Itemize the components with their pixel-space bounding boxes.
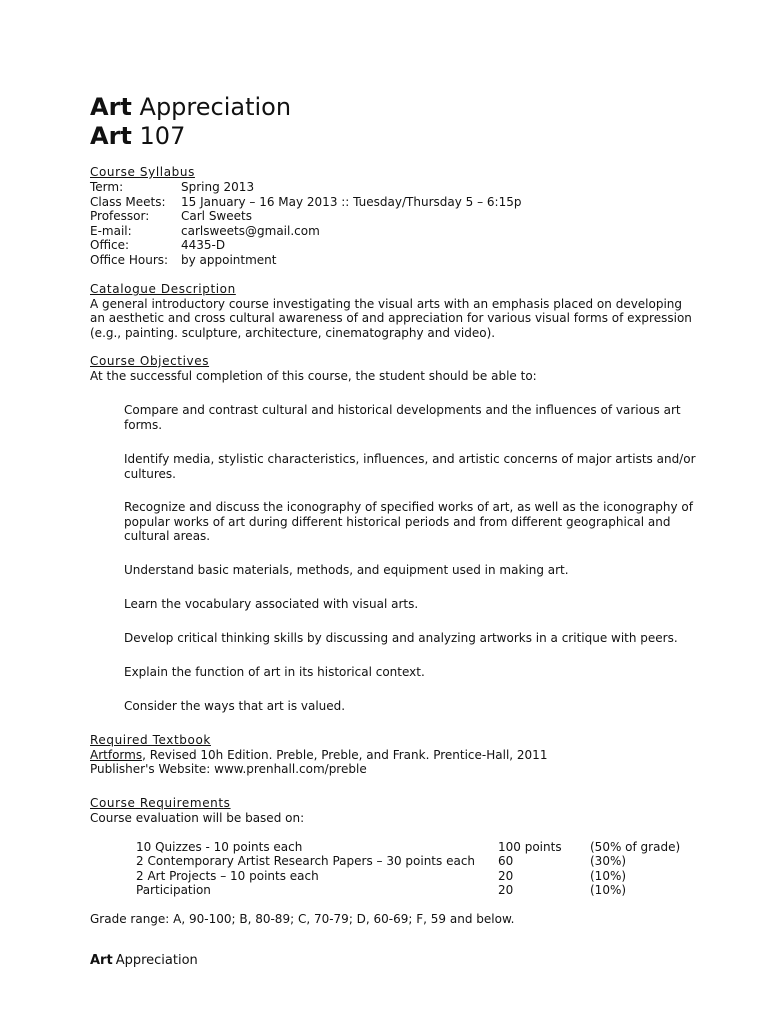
requirement-points: 20 (498, 883, 514, 897)
catalogue-line: an aesthetic and cross cultural awareness of and appreciation for various visual forms of expression (90, 311, 692, 325)
grade-range: Grade range: A, 90-100; B, 80-89; C, 70-79; D, 60-69; F, 59 and below. (90, 912, 515, 926)
syllabus-value: 4435-D (181, 238, 226, 252)
title-word-appreciation: Appreciation (139, 93, 292, 121)
course-number: 107 (139, 122, 186, 150)
page-footer (90, 953, 198, 968)
syllabus-heading: Course Syllabus (90, 165, 195, 179)
publisher-website: Publisher's Website: www.prenhall.com/preble (90, 762, 367, 776)
objective-item: Recognize and discuss the iconography of specified works of art, as well as the iconography of (124, 500, 693, 514)
requirement-percent: (50% of grade) (590, 839, 681, 854)
catalogue-line: A general introductory course investigating the visual arts with an emphasis placed on developing (90, 296, 683, 311)
syllabus-value: Spring 2013 (181, 180, 255, 194)
syllabus-value: Carl Sweets (181, 209, 252, 223)
title-word-art: Art (90, 93, 132, 121)
requirement-points: 60 (498, 854, 514, 868)
objective-item: Understand basic materials, methods, and equipment used in making art. (124, 563, 569, 577)
footer-word-appreciation: Appreciation (115, 953, 198, 968)
syllabus-label: E-mail: (90, 223, 132, 238)
objective-item-cont: cultural areas. (124, 529, 211, 543)
requirement-points: 20 (498, 868, 514, 883)
syllabus-label: Professor: (90, 209, 150, 223)
requirement-percent: (30%) (590, 854, 627, 868)
objectives-heading: Course Objectives (90, 354, 210, 368)
syllabus-value: carlsweets@gmail.com (181, 223, 320, 238)
textbook-citation (90, 748, 547, 763)
requirement-percent: (10%) (590, 883, 627, 897)
objective-item: Consider the ways that art is valued. (124, 699, 346, 713)
requirement-percent: (10%) (590, 868, 627, 883)
objectives-intro: At the successful completion of this course, the student should be able to: (90, 369, 537, 383)
objective-item: Learn the vocabulary associated with visual arts. (124, 597, 419, 611)
page-title (90, 93, 291, 121)
objective-item: Develop critical thinking skills by discussing and analyzing artworks in a critique with peers. (124, 631, 678, 645)
objective-item: Compare and contrast cultural and historical developments and the influences of various art (124, 403, 681, 417)
requirement-points: 100 points (498, 839, 562, 854)
textbook-title: Artforms (90, 747, 143, 762)
requirement-item: Participation (136, 883, 211, 897)
objective-item: Explain the function of art in its historical context. (124, 665, 425, 679)
objective-item: Identify media, stylistic characteristics, influences, and artistic concerns of major artists and/or (124, 452, 696, 466)
objective-item-cont: forms. (124, 417, 163, 432)
subtitle-word-art: Art (90, 122, 132, 150)
syllabus-value: 15 January – 16 May 2013 :: Tuesday/Thursday 5 – 6:15p (181, 194, 522, 209)
catalogue-line: (e.g., painting. sculpture, architecture, cinematography and video). (90, 325, 496, 340)
page-subtitle (90, 122, 185, 150)
requirement-item: 10 Quizzes - 10 points each (136, 839, 303, 854)
footer-word-art: Art (90, 953, 113, 968)
objective-item-cont: popular works of art during different historical periods and from different geographical and (124, 514, 671, 529)
requirements-heading: Course Requirements (90, 796, 231, 810)
catalogue-heading: Catalogue Description (90, 282, 236, 296)
objective-item-cont: cultures. (124, 466, 176, 481)
textbook-heading: Required Textbook (90, 733, 211, 747)
requirements-intro: Course evaluation will be based on: (90, 810, 305, 825)
syllabus-label: Office: (90, 238, 130, 252)
syllabus-value: by appointment (181, 252, 277, 267)
requirement-item: 2 Contemporary Artist Research Papers – 30 points each (136, 854, 476, 868)
requirement-item: 2 Art Projects – 10 points each (136, 868, 319, 883)
textbook-details: , Revised 10h Edition. Preble, Preble, and Frank. Prentice-Hall, 2011 (142, 747, 548, 762)
syllabus-label: Office Hours: (90, 252, 169, 267)
syllabus-label: Class Meets: (90, 194, 166, 209)
syllabus-label: Term: (90, 180, 124, 194)
